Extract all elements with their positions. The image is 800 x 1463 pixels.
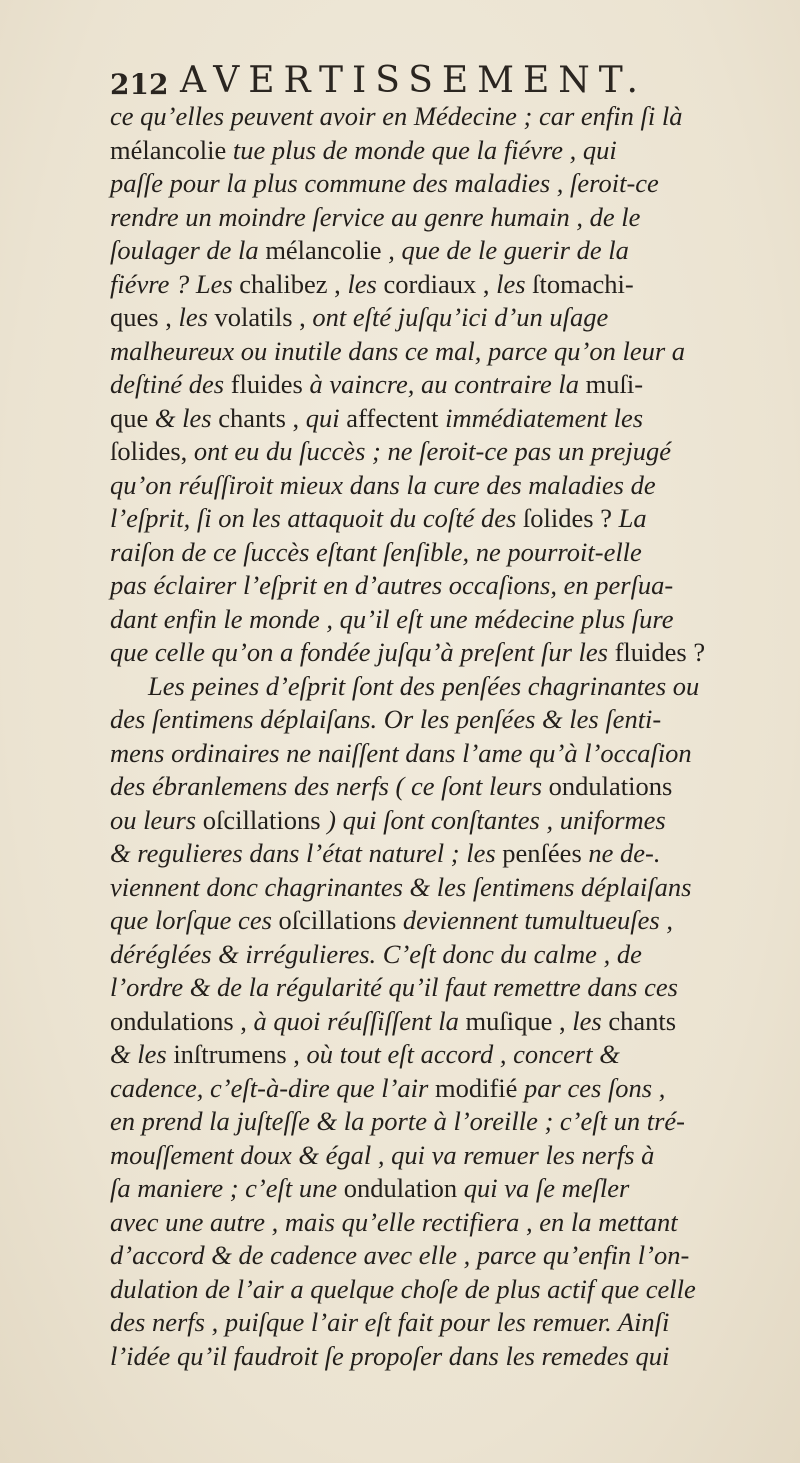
italic-text: à vaincre, au contraire la (309, 369, 586, 399)
italic-text: qu’on réuſſiroit mieux dans la cure des maladies de (110, 469, 656, 500)
roman-text: ondulation (343, 1173, 464, 1203)
text-line (110, 1139, 800, 1173)
italic-text: par ces ſons , (524, 1072, 666, 1103)
italic-text: les (496, 268, 533, 299)
text-line (110, 670, 800, 704)
text-line (110, 1206, 800, 1240)
italic-text: cadence, c’eſt-à-dire que l’air (110, 1072, 435, 1103)
text-line (110, 938, 800, 972)
text-line (110, 569, 800, 603)
roman-text: que (110, 402, 155, 433)
text-line (110, 770, 800, 804)
text-line (110, 402, 800, 436)
text-line (110, 1306, 800, 1340)
text-line (110, 536, 800, 570)
text-line (110, 703, 800, 737)
text-line (110, 469, 800, 503)
running-head: AVERTISSEMENT. (180, 60, 647, 101)
text-line (110, 234, 800, 268)
italic-text: des ébranlemens des nerfs ( ce ſont leurs (110, 771, 549, 801)
italic-text: deviennent tumultueuſes , (402, 905, 673, 935)
italic-text: les (572, 1005, 609, 1036)
roman-text: fluides ? (614, 637, 706, 667)
text-line (110, 167, 800, 201)
italic-text: où tout eſt accord , concert & (306, 1039, 620, 1069)
italic-text: Les peines d’eſprit ſont des penſées chagrinantes ou (148, 670, 700, 701)
italic-text: & regulieres dans l’état naturel ; les (110, 838, 503, 868)
italic-text: mouſſement doux & égal , qui va remuer les nerfs à (110, 1139, 655, 1170)
text-line (110, 1273, 800, 1307)
italic-text: ne de-. (588, 838, 661, 868)
text-line (110, 1340, 800, 1374)
roman-text: ſolides ? (522, 503, 619, 533)
text-line (110, 268, 800, 302)
text-line (110, 603, 800, 637)
roman-text: oſcillations (202, 804, 328, 835)
italic-text: paſſe pour la plus commune des maladies , ſeroit-ce (110, 168, 659, 198)
italic-text: qui (305, 402, 347, 433)
roman-text: cordiaux , (383, 268, 497, 299)
roman-text: volatils , (214, 302, 313, 332)
roman-text: muſique , (465, 1005, 573, 1036)
italic-text: viennent donc chagrinantes & les ſentimens déplaiſans (110, 871, 692, 902)
roman-text: inſtrumens , (173, 1039, 307, 1069)
italic-text: l’idée qu’il faudroit ſe propoſer dans les remedes qui (110, 1340, 670, 1371)
italic-text: l’eſprit, ſi on les attaquoit du coſté des (110, 503, 523, 533)
italic-text: dulation de l’air a quelque choſe de plus actif que celle (110, 1273, 696, 1304)
roman-text: ques , (110, 302, 179, 332)
text-line (110, 100, 800, 134)
text-line (110, 502, 800, 536)
italic-text: l’ordre & de la régularité qu’il faut remettre dans ces (110, 972, 678, 1002)
italic-text: tue plus de monde que la fiévre , qui (232, 134, 617, 165)
page-number: 212 (110, 68, 169, 101)
italic-text: que celle qu’on a fondée juſqu’à preſent ſur les (110, 637, 615, 667)
italic-text: deſtiné des (110, 369, 231, 399)
text-line (110, 804, 800, 838)
text-line (110, 368, 800, 402)
roman-text: ſtomachi- (532, 268, 634, 299)
italic-text: à quoi réuſſiſſent la (253, 1005, 466, 1036)
italic-text: & les (110, 1039, 174, 1069)
italic-text: ſoulager de la (110, 235, 266, 265)
italic-text: des nerfs , puiſque l’air eſt fait pour les remuer. Ainſi (110, 1307, 670, 1337)
text-line (110, 837, 800, 871)
italic-text: les (347, 268, 384, 299)
text-line (110, 1005, 800, 1039)
italic-text: en prend la juſteſſe & la porte à l’oreille ; c’eſt un tré- (110, 1106, 686, 1136)
italic-text: immédiatement les (445, 402, 644, 433)
italic-text: avec une autre , mais qu’elle rectifiera , en la mettant (110, 1206, 678, 1237)
text-line (110, 1239, 800, 1273)
text-line (110, 1072, 800, 1106)
italic-text: des ſentimens déplaiſans. Or les penſées & les ſenti- (110, 704, 662, 734)
roman-text: oſcillations (278, 905, 403, 935)
text-line (110, 904, 800, 938)
italic-text: qui va ſe meſler (463, 1173, 630, 1203)
roman-text: chalibez , (239, 268, 348, 299)
italic-text: mens ordinaires ne naiſſent dans l’ame qu’à l’occaſion (110, 737, 692, 768)
roman-text: mélancolie (110, 134, 233, 165)
text-line (110, 201, 800, 235)
text-line (110, 335, 800, 369)
italic-text: que lorſque ces (110, 905, 279, 935)
roman-text: chants (608, 1005, 677, 1036)
italic-text: dant enfin le monde , qu’il eſt une médecine plus ſure (110, 603, 674, 634)
italic-text: les (178, 302, 215, 332)
italic-text: pas éclairer l’eſprit en d’autres occaſions, en perſua- (110, 570, 674, 600)
italic-text: d’accord & de cadence avec elle , parce qu’enfin l’on- (110, 1240, 690, 1270)
text-line (110, 971, 800, 1005)
italic-text: raiſon de ce ſuccès eſtant ſenſible, ne pourroit-elle (110, 536, 642, 567)
roman-text: ondulations , (110, 1005, 254, 1036)
roman-text: affectent (346, 402, 446, 433)
roman-text: fluides (230, 369, 310, 399)
roman-text: mélancolie (265, 235, 389, 265)
page-header (110, 58, 690, 104)
text-line (110, 636, 800, 670)
italic-text: ou leurs (110, 804, 203, 835)
italic-text: déréglées & irrégulieres. C’eſt donc du calme , de (110, 938, 642, 969)
italic-text: fiévre ? Les (110, 268, 240, 299)
italic-text: rendre un moindre ſervice au genre humain , de le (110, 201, 641, 232)
italic-text: , que de le guerir de la (388, 235, 629, 265)
text-line (110, 1038, 800, 1072)
italic-text: & les (154, 402, 219, 433)
body-text (110, 100, 800, 1373)
italic-text: La (618, 503, 647, 533)
text-line (110, 1105, 800, 1139)
roman-text: ondulations (548, 771, 673, 801)
roman-text: muſi- (585, 369, 644, 399)
italic-text: ) qui ſont conſtantes , uniformes (327, 804, 666, 835)
text-line (110, 737, 800, 771)
text-line (110, 871, 800, 905)
italic-text: ce qu’elles peuvent avoir en Médecine ; car enfin ſi là (110, 101, 683, 131)
roman-text: ſolides, (110, 436, 194, 466)
text-line (110, 1172, 800, 1206)
italic-text: ſa maniere ; c’eſt une (110, 1173, 344, 1203)
text-line (110, 435, 800, 469)
text-line (110, 134, 800, 168)
italic-text: ont eu du ſuccès ; ne ſeroit-ce pas un prejugé (193, 436, 672, 466)
text-line (110, 301, 800, 335)
italic-text: malheureux ou inutile dans ce mal, parce qu’on leur a (110, 335, 686, 366)
roman-text: penſées (502, 838, 589, 868)
roman-text: modifié (434, 1072, 525, 1103)
roman-text: chants , (218, 402, 306, 433)
italic-text: ont eſté juſqu’ici d’un uſage (312, 302, 609, 332)
